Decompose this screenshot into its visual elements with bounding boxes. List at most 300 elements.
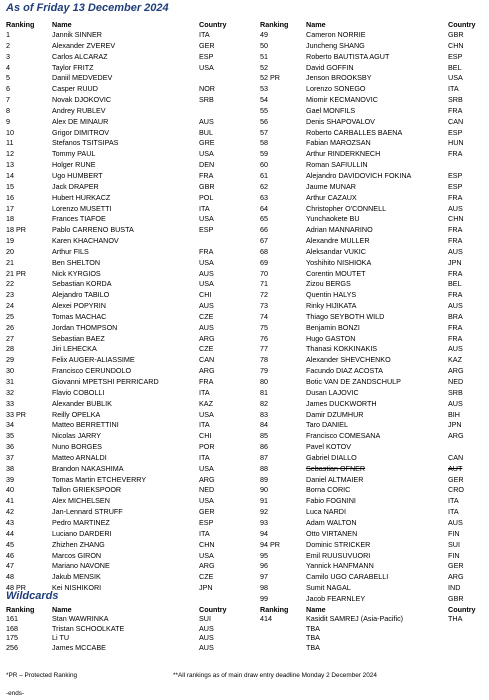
player-name-cell: Brandon NAKASHIMA xyxy=(52,463,124,473)
country-cell: ESP xyxy=(448,181,463,191)
country-cell: JPN xyxy=(448,420,462,430)
rank-cell: 79 xyxy=(260,366,268,376)
country-cell: GBR xyxy=(448,593,464,603)
country-cell: BRA xyxy=(448,311,463,321)
rank-cell: 60 xyxy=(260,160,268,170)
header-ranking-right: Ranking xyxy=(260,20,289,29)
rank-cell: 89 xyxy=(260,474,268,484)
player-name-cell: Denis SHAPOVALOV xyxy=(306,116,375,126)
rank-cell: 33 PR xyxy=(6,409,26,419)
rank-cell: 33 xyxy=(6,398,14,408)
country-cell: CZE xyxy=(199,344,214,354)
country-cell: AUS xyxy=(448,517,463,527)
rank-cell: 70 xyxy=(260,268,268,278)
country-cell: SRB xyxy=(448,387,463,397)
player-name-cell: Tristan SCHOOLKATE xyxy=(52,623,125,633)
player-name-cell: Benjamin BONZI xyxy=(306,322,360,332)
header-name-right: Name xyxy=(306,20,326,29)
rank-cell: 256 xyxy=(6,642,18,652)
country-cell: BEL xyxy=(448,279,462,289)
wc-header-ranking-right: Ranking xyxy=(260,605,289,614)
country-cell: ITA xyxy=(199,30,210,39)
country-cell: ARG xyxy=(448,431,464,441)
wc-header-country-left: Country xyxy=(199,605,227,614)
rank-cell: 41 xyxy=(6,496,14,506)
wc-header-ranking-left: Ranking xyxy=(6,605,35,614)
rank-cell: 76 xyxy=(260,333,268,343)
country-cell: CHI xyxy=(199,431,212,441)
rank-cell: 34 xyxy=(6,420,14,430)
rank-cell: 65 xyxy=(260,214,268,224)
rank-cell: 67 xyxy=(260,236,268,246)
country-cell: BIH xyxy=(448,409,460,419)
player-name-cell: James MCCABE xyxy=(52,642,106,652)
player-name-cell: Jaume MUNAR xyxy=(306,181,356,191)
country-cell: CHN xyxy=(199,539,215,549)
player-name-cell: Yoshihito NISHIOKA xyxy=(306,257,372,267)
rank-cell: 25 xyxy=(6,311,14,321)
rank-cell: 59 xyxy=(260,149,268,159)
player-name-cell: Alexandre MULLER xyxy=(306,236,370,246)
country-cell: ESP xyxy=(199,517,214,527)
player-name-cell: Adrian MANNARINO xyxy=(306,225,373,235)
country-cell: CAN xyxy=(448,452,464,462)
player-name-cell: Alexander SHEVCHENKO xyxy=(306,355,391,365)
player-name-cell: Jordan THOMPSON xyxy=(52,322,118,332)
country-cell: AUS xyxy=(199,322,214,332)
player-name-cell: Taylor FRITZ xyxy=(52,62,94,72)
country-cell: ITA xyxy=(448,496,459,506)
wc-header-name-left: Name xyxy=(52,605,72,614)
player-name-cell: Frances TIAFOE xyxy=(52,214,106,224)
rank-cell: 9 xyxy=(6,116,10,126)
rank-cell: 30 xyxy=(6,366,14,376)
country-cell: ITA xyxy=(448,507,459,517)
note-protected-ranking: *PR – Protected Ranking xyxy=(6,672,78,679)
country-cell: AUT xyxy=(448,463,463,473)
player-name-cell: Dusan LAJOVIC xyxy=(306,387,359,397)
rank-cell: 51 xyxy=(260,51,268,61)
player-name-cell: TBA xyxy=(306,642,320,652)
country-cell: ARG xyxy=(199,474,215,484)
player-name-cell: Ben SHELTON xyxy=(52,257,101,267)
country-cell: CZE xyxy=(199,311,214,321)
rank-cell: 4 xyxy=(6,62,10,72)
rank-cell: 87 xyxy=(260,452,268,462)
country-cell: BEL xyxy=(448,62,462,72)
country-cell: HUN xyxy=(448,138,464,148)
country-cell: FRA xyxy=(199,170,214,180)
rank-cell: 36 xyxy=(6,442,14,452)
rank-cell: 52 PR xyxy=(260,73,280,83)
country-cell: USA xyxy=(199,496,214,506)
country-cell: IND xyxy=(448,583,461,593)
country-cell: USA xyxy=(199,550,214,560)
player-name-cell: Adam WALTON xyxy=(306,517,357,527)
player-name-cell: Karen KHACHANOV xyxy=(52,236,119,246)
player-name-cell: Arthur RINDERKNECH xyxy=(306,149,381,159)
player-name-cell: Jannik SINNER xyxy=(52,30,102,39)
player-name-cell: Roberto BAUTISTA AGUT xyxy=(306,51,390,61)
country-cell: DEN xyxy=(199,160,215,170)
player-name-cell: Daniel ALTMAIER xyxy=(306,474,364,484)
player-name-cell: Rinky HIJIKATA xyxy=(306,301,357,311)
country-cell: AUS xyxy=(199,116,214,126)
country-cell: CHI xyxy=(199,290,212,300)
rank-cell: 92 xyxy=(260,507,268,517)
country-cell: FRA xyxy=(448,105,463,115)
rank-cell: 20 xyxy=(6,246,14,256)
country-cell: SUI xyxy=(199,614,211,623)
rank-cell: 48 xyxy=(6,572,14,582)
country-cell: KAZ xyxy=(199,398,213,408)
player-name-cell: Juncheng SHANG xyxy=(306,40,365,50)
country-cell: USA xyxy=(199,279,214,289)
player-name-cell: Nuno BORGES xyxy=(52,442,102,452)
country-cell: USA xyxy=(199,149,214,159)
rank-cell: 98 xyxy=(260,583,268,593)
wildcards-title: Wildcards xyxy=(6,590,59,602)
wc-header-country-right: Country xyxy=(448,605,476,614)
player-name-cell: Li TU xyxy=(52,633,70,642)
player-name-cell: Holger RUNE xyxy=(52,160,96,170)
player-name-cell: Tommy PAUL xyxy=(52,149,96,159)
player-name-cell: Jan-Lennard STRUFF xyxy=(52,507,123,517)
rank-cell: 13 xyxy=(6,160,14,170)
country-cell: POR xyxy=(199,442,215,452)
country-cell: FIN xyxy=(448,550,460,560)
country-cell: AUS xyxy=(199,642,214,652)
player-name-cell: Luca NARDI xyxy=(306,507,346,517)
rank-cell: 15 xyxy=(6,181,14,191)
rank-cell: 72 xyxy=(260,290,268,300)
country-cell: USA xyxy=(199,463,214,473)
country-cell: ARG xyxy=(448,572,464,582)
player-name-cell: Jacob FEARNLEY xyxy=(306,593,366,603)
country-cell: FIN xyxy=(448,528,460,538)
country-cell: ESP xyxy=(448,51,463,61)
country-cell: SRB xyxy=(448,95,463,105)
rank-cell: 64 xyxy=(260,203,268,213)
rank-cell: 17 xyxy=(6,203,14,213)
rank-cell: 71 xyxy=(260,279,268,289)
rank-cell: 77 xyxy=(260,344,268,354)
player-name-cell: Marcos GIRON xyxy=(52,550,102,560)
rank-cell: 168 xyxy=(6,623,18,633)
player-name-cell: Otto VIRTANEN xyxy=(306,528,358,538)
rank-cell: 95 xyxy=(260,550,268,560)
country-cell: FRA xyxy=(448,236,463,246)
country-cell: ARG xyxy=(448,366,464,376)
country-cell: AUS xyxy=(448,398,463,408)
rank-cell: 85 xyxy=(260,431,268,441)
player-name-cell: Corentin MOUTET xyxy=(306,268,366,278)
rank-cell: 80 xyxy=(260,377,268,386)
player-name-cell: Alex MICHELSEN xyxy=(52,496,110,506)
player-name-cell: Stan WAWRINKA xyxy=(52,614,109,623)
player-name-cell: Alex DE MINAUR xyxy=(52,116,109,126)
player-name-cell: Cameron NORRIE xyxy=(306,30,366,39)
rank-cell: 8 xyxy=(6,105,10,115)
rank-cell: 61 xyxy=(260,170,268,180)
country-cell: KAZ xyxy=(448,355,462,365)
player-name-cell: Alejandro DAVIDOVICH FOKINA xyxy=(306,170,412,180)
player-name-cell: Carlos ALCARAZ xyxy=(52,51,108,61)
country-cell: ARG xyxy=(199,561,215,571)
player-name-cell: Zhizhen ZHANG xyxy=(52,539,105,549)
country-cell: THA xyxy=(448,614,463,623)
player-name-cell: Yannick HANFMANN xyxy=(306,561,374,571)
country-cell: SUI xyxy=(448,539,460,549)
player-name-cell: TBA xyxy=(306,623,320,633)
country-cell: NED xyxy=(199,485,215,495)
player-name-cell: Luciano DARDERI xyxy=(52,528,112,538)
player-name-cell: Alexander BUBLIK xyxy=(52,398,112,408)
player-name-cell: Kasidit SAMREJ (Asia-Pacific) xyxy=(306,614,404,623)
rank-cell: 39 xyxy=(6,474,14,484)
rank-cell: 75 xyxy=(260,322,268,332)
country-cell: AUS xyxy=(199,623,214,633)
rank-cell: 93 xyxy=(260,517,268,527)
player-name-cell: Fabio FOGNINI xyxy=(306,496,356,506)
rank-cell: 414 xyxy=(260,614,272,623)
rank-cell: 53 xyxy=(260,84,268,94)
player-name-cell: Gael MONFILS xyxy=(306,105,356,115)
country-cell: USA xyxy=(448,73,463,83)
player-name-cell: Roberto CARBALLES BAENA xyxy=(306,127,403,137)
rank-cell: 88 xyxy=(260,463,268,473)
country-cell: GRE xyxy=(199,138,215,148)
player-name-cell: Hugo GASTON xyxy=(306,333,356,343)
rank-cell: 66 xyxy=(260,225,268,235)
country-cell: ESP xyxy=(199,51,214,61)
rank-cell: 96 xyxy=(260,561,268,571)
player-name-cell: Tomas Martin ETCHEVERRY xyxy=(52,474,147,484)
country-cell: AUS xyxy=(199,301,214,311)
country-cell: FRA xyxy=(448,225,463,235)
player-name-cell: Aleksandar VUKIC xyxy=(306,246,366,256)
rank-cell: 91 xyxy=(260,496,268,506)
player-name-cell: Botic VAN DE ZANDSCHULP xyxy=(306,377,401,386)
rank-cell: 37 xyxy=(6,452,14,462)
rank-cell: 97 xyxy=(260,572,268,582)
rank-cell: 42 xyxy=(6,507,14,517)
country-cell: FRA xyxy=(199,246,214,256)
country-cell: USA xyxy=(199,62,214,72)
rank-cell: 40 xyxy=(6,485,14,495)
rank-cell: 16 xyxy=(6,192,14,202)
player-name-cell: Grigor DIMITROV xyxy=(52,127,110,137)
country-cell: ITA xyxy=(199,203,210,213)
player-name-cell: Camilo UGO CARABELLI xyxy=(306,572,389,582)
player-name-cell: Flavio COBOLLI xyxy=(52,387,105,397)
country-cell: SRB xyxy=(199,95,214,105)
player-name-cell: Hubert HURKACZ xyxy=(52,192,111,202)
country-cell: JPN xyxy=(448,257,462,267)
rank-cell: 54 xyxy=(260,95,268,105)
country-cell: ITA xyxy=(199,528,210,538)
rank-cell: 21 PR xyxy=(6,268,26,278)
country-cell: FRA xyxy=(448,268,463,278)
rank-cell: 81 xyxy=(260,387,268,397)
country-cell: CAN xyxy=(199,355,215,365)
player-name-cell: Nicolas JARRY xyxy=(52,431,101,441)
country-cell: JPN xyxy=(199,583,213,593)
player-name-cell: Zizou BERGS xyxy=(306,279,351,289)
player-name-cell: Francisco COMESANA xyxy=(306,431,381,441)
player-name-cell: James DUCKWORTH xyxy=(306,398,377,408)
player-name-cell: Facundo DIAZ ACOSTA xyxy=(306,366,383,376)
player-name-cell: Damir DZUMHUR xyxy=(306,409,364,419)
player-name-cell: Matteo BERRETTINI xyxy=(52,420,119,430)
rank-cell: 19 xyxy=(6,236,14,246)
player-name-cell: Matteo ARNALDI xyxy=(52,452,107,462)
rank-cell: 86 xyxy=(260,442,268,452)
rank-cell: 21 xyxy=(6,257,14,267)
rank-cell: 68 xyxy=(260,246,268,256)
player-name-cell: Dominic STRICKER xyxy=(306,539,371,549)
rank-cell: 3 xyxy=(6,51,10,61)
player-name-cell: Giovanni MPETSHI PERRICARD xyxy=(52,377,159,386)
rank-cell: 48 PR xyxy=(6,583,26,593)
country-cell: GER xyxy=(199,40,215,50)
country-cell: GER xyxy=(448,561,464,571)
country-cell: ARG xyxy=(199,333,215,343)
country-cell: ESP xyxy=(448,170,463,180)
country-cell: FRA xyxy=(448,149,463,159)
country-cell: FRA xyxy=(448,290,463,300)
country-cell: ARG xyxy=(199,366,215,376)
rank-cell: 73 xyxy=(260,301,268,311)
note-deadline: **All rankings as of main draw entry deadline Monday 2 December 2024 xyxy=(173,672,377,679)
player-name-cell: Roman SAFIULLIN xyxy=(306,160,368,170)
country-cell: GER xyxy=(199,507,215,517)
country-cell: ITA xyxy=(448,84,459,94)
player-name-cell: Arthur CAZAUX xyxy=(306,192,357,202)
player-name-cell: Tomas MACHAC xyxy=(52,311,107,321)
player-name-cell: Alejandro TABILO xyxy=(52,290,110,300)
rank-cell: 18 xyxy=(6,214,14,224)
header-country-right: Country xyxy=(448,20,476,29)
rank-cell: 27 xyxy=(6,333,14,343)
rank-cell: 55 xyxy=(260,105,268,115)
rank-cell: 44 xyxy=(6,528,14,538)
player-name-cell: Sebastian KORDA xyxy=(52,279,112,289)
rank-cell: 74 xyxy=(260,311,268,321)
rank-cell: 62 xyxy=(260,181,268,191)
rank-cell: 7 xyxy=(6,95,10,105)
country-cell: ITA xyxy=(199,420,210,430)
country-cell: GBR xyxy=(199,181,215,191)
rank-cell: 5 xyxy=(6,73,10,83)
player-name-cell: Sumit NAGAL xyxy=(306,583,351,593)
country-cell: AUS xyxy=(199,268,214,278)
page-title: As of Friday 13 December 2024 xyxy=(6,2,169,14)
player-name-cell: Sebastian BAEZ xyxy=(52,333,105,343)
rank-cell: 29 xyxy=(6,355,14,365)
player-name-cell: Miomir KECMANOVIC xyxy=(306,95,378,105)
rank-cell: 14 xyxy=(6,170,14,180)
player-name-cell: TBA xyxy=(306,633,320,642)
country-cell: ESP xyxy=(199,225,214,235)
rank-cell: 23 xyxy=(6,290,14,300)
header-ranking-left: Ranking xyxy=(6,20,35,29)
player-name-cell: Thanasi KOKKINAKIS xyxy=(306,344,378,354)
rank-cell: 99 xyxy=(260,593,268,603)
country-cell: ESP xyxy=(448,127,463,137)
rank-cell: 1 xyxy=(6,30,10,39)
player-name-cell: Quentin HALYS xyxy=(306,290,357,300)
rank-cell: 175 xyxy=(6,633,18,642)
header-name-left: Name xyxy=(52,20,72,29)
country-cell: NED xyxy=(448,377,464,386)
player-name-cell: Mariano NAVONE xyxy=(52,561,110,571)
country-cell: AUS xyxy=(448,203,463,213)
country-cell: BUL xyxy=(199,127,213,137)
rank-cell: 45 xyxy=(6,539,14,549)
player-name-cell: Stefanos TSITSIPAS xyxy=(52,138,119,148)
rank-cell: 10 xyxy=(6,127,14,137)
rank-cell: 49 xyxy=(260,30,268,39)
player-name-cell: Pedro MARTINEZ xyxy=(52,517,110,527)
country-cell: CHN xyxy=(448,40,464,50)
player-name-cell: Pablo CARRENO BUSTA xyxy=(52,225,134,235)
rank-cell: 12 xyxy=(6,149,14,159)
player-name-cell: Kei NISHIKORI xyxy=(52,583,102,593)
player-name-cell: Jack DRAPER xyxy=(52,181,99,191)
country-cell: AUS xyxy=(448,246,463,256)
rank-cell: 26 xyxy=(6,322,14,332)
rank-cell: 43 xyxy=(6,517,14,527)
country-cell: ITA xyxy=(199,387,210,397)
player-name-cell: Thiago SEYBOTH WILD xyxy=(306,311,385,321)
rank-cell: 50 xyxy=(260,40,268,50)
rank-cell: 18 PR xyxy=(6,225,26,235)
country-cell: FRA xyxy=(199,377,214,386)
player-name-cell: Jakub MENSIK xyxy=(52,572,101,582)
country-cell: CZE xyxy=(199,572,214,582)
country-cell: ITA xyxy=(199,452,210,462)
rank-cell: 32 xyxy=(6,387,14,397)
country-cell: FRA xyxy=(448,333,463,343)
rank-cell: 22 xyxy=(6,279,14,289)
player-name-cell: Felix AUGER-ALIASSIME xyxy=(52,355,135,365)
rank-cell: 84 xyxy=(260,420,268,430)
player-name-cell: Emil RUUSUVUORI xyxy=(306,550,371,560)
country-cell: CHN xyxy=(448,214,464,224)
rank-cell: 83 xyxy=(260,409,268,419)
player-name-cell: Tallon GRIEKSPOOR xyxy=(52,485,122,495)
country-cell: USA xyxy=(199,409,214,419)
rank-cell: 57 xyxy=(260,127,268,137)
player-name-cell: Borna CORIC xyxy=(306,485,351,495)
rank-cell: 94 PR xyxy=(260,539,280,549)
player-name-cell: Nick KYRGIOS xyxy=(52,268,101,278)
country-cell: FRA xyxy=(448,322,463,332)
rank-cell: 46 xyxy=(6,550,14,560)
player-name-cell: Alexander ZVEREV xyxy=(52,40,116,50)
country-cell: AUS xyxy=(199,633,214,642)
rank-cell: 161 xyxy=(6,614,18,623)
player-name-cell: Jiri LEHECKA xyxy=(52,344,97,354)
player-name-cell: Ugo HUMBERT xyxy=(52,170,103,180)
rank-cell: 63 xyxy=(260,192,268,202)
rank-cell: 2 xyxy=(6,40,10,50)
country-cell: POL xyxy=(199,192,214,202)
player-name-cell: Casper RUUD xyxy=(52,84,98,94)
rank-cell: 90 xyxy=(260,485,268,495)
player-name-cell: Yunchaokete BU xyxy=(306,214,360,224)
